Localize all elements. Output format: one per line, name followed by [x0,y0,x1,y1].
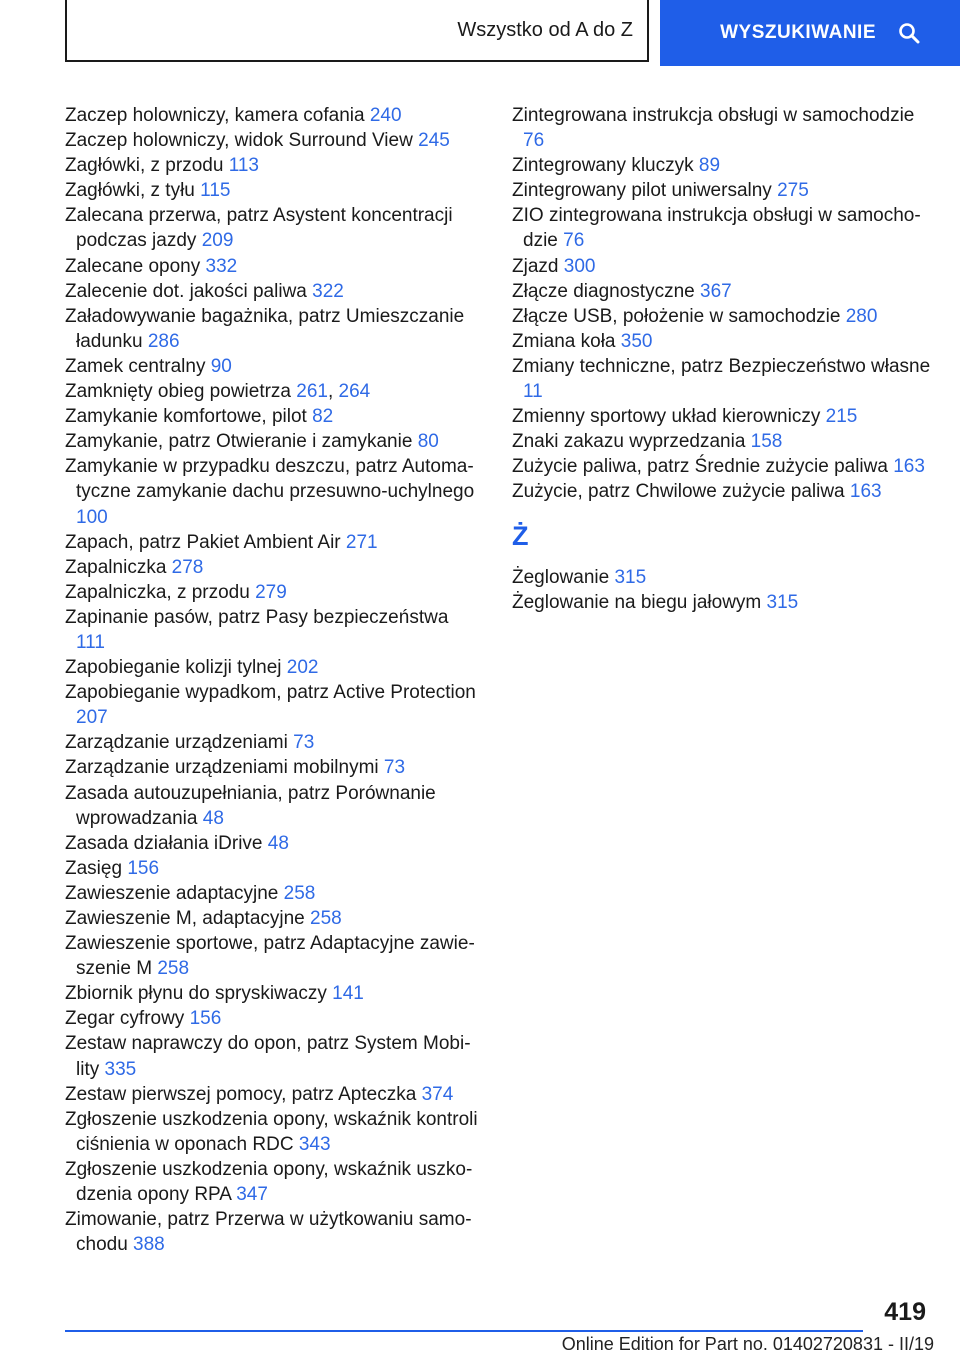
index-entry [65,580,480,605]
index-entry-text: Zasada działania iDrive [65,832,268,854]
page-link[interactable]: 80 [417,431,439,453]
section-tab-label: Wszystko od A do Z [457,18,633,41]
index-entry [65,254,480,279]
index-entry [65,605,480,655]
page-link[interactable]: 73 [383,757,406,779]
page-link[interactable]: 280 [845,305,878,327]
page-link[interactable]: 73 [293,732,315,754]
index-entry [512,454,932,479]
index-entry [65,981,480,1006]
page-link[interactable]: 261 [296,381,328,403]
index-entry-text: Zawieszenie adaptacyjne [65,882,284,904]
section-tab[interactable] [65,0,649,62]
page-link[interactable]: 82 [312,406,334,428]
page-link[interactable]: 48 [202,807,224,829]
page-link[interactable]: 111 [76,631,105,653]
index-entry [512,304,932,329]
page-link[interactable]: 207 [76,707,108,729]
index-entry-text: Zapalniczka [65,556,172,578]
index-entry-text: Zalecane opony [65,255,206,277]
index-entry-text: Zasięg [65,857,128,879]
index-entry [65,429,480,454]
index-entry-text: Zasada autouzupełniania, patrz Porównanie wprowadzania [65,782,436,829]
page-link[interactable]: 258 [157,958,190,980]
index-entry [65,454,480,529]
index-entry [65,153,480,178]
page-link[interactable]: 275 [777,180,809,202]
index-entry [65,178,480,203]
index-entry [512,354,932,404]
page-link[interactable]: 113 [228,155,259,177]
page-link[interactable]: 367 [700,280,732,302]
page-link[interactable]: 315 [614,566,647,588]
index-entry-text: Złącze USB, położenie w samochodzie [512,305,846,327]
index-entry-text: Zjazd [512,255,564,277]
page-link[interactable]: 322 [312,280,344,302]
index-entry [512,590,932,615]
page-link[interactable]: 11 [523,381,543,403]
index-entry [65,655,480,680]
index-entry: Zamknięty obieg powietrza 261, 264 [65,381,371,403]
index-entry [65,203,480,253]
index-entry [65,128,480,153]
index-entry [65,730,480,755]
index-entry [65,881,480,906]
index-entry-text: Zapobieganie kolizji tylnej [65,657,287,679]
index-entry-text: Zamek centralny [65,355,211,377]
page-link[interactable]: 347 [236,1184,268,1206]
search-button[interactable] [660,0,960,66]
index-entry [65,555,480,580]
page-link[interactable]: 156 [189,1008,222,1030]
index-entry-text: Zawieszenie M, adaptacyjne [65,908,311,929]
footer-divider [65,1330,863,1332]
index-entry-text: Zegar cyfrowy [65,1008,190,1030]
index-entry-text: ZIO zintegrowana instrukcja obsługi w samochodzie [512,205,921,252]
page-number: 419 [884,1298,926,1326]
page-link[interactable]: 332 [205,255,238,277]
index-entry [65,1082,480,1107]
page-link[interactable]: 202 [286,657,319,679]
index-entry [65,1207,480,1257]
page-link[interactable]: 271 [345,531,378,553]
page-link[interactable]: 76 [523,130,545,152]
index-entry-text: Zapach, patrz Pakiet Ambient Air [65,531,346,553]
index-entry [65,1006,480,1031]
index-entry [512,404,932,429]
search-button-label: WYSZUKIWANIE [720,22,876,43]
page-link[interactable]: 163 [893,456,925,478]
page-link[interactable]: 115 [200,180,231,202]
index-entry [65,103,480,128]
search-icon [898,22,920,44]
page-link[interactable]: 350 [620,330,653,352]
index-entry-text: Zużycie, patrz Chwilowe zużycie paliwa [512,481,850,503]
index-entry [512,153,932,178]
index-entry [65,1031,480,1081]
page-link[interactable]: 264 [338,381,371,403]
index-entry [512,565,932,590]
index-entry-text: Zgłoszenie uszkodzenia opony, wskaźnik kontroli ciśnienia w oponach RDC [65,1108,478,1155]
index-entry [65,906,480,931]
page-link[interactable]: 215 [825,406,858,428]
index-entry-text: Zamykanie w przypadku deszczu, patrz Automatyczne zamykanie dachu przesuwno-uchylnego [65,456,475,503]
page-link[interactable]: 76 [563,230,585,252]
page-link[interactable]: 278 [171,556,204,578]
index-entry-text: Zamykanie, patrz Otwieranie i zamykanie [65,431,418,453]
index-entry [65,931,480,981]
index-entry [65,354,480,379]
index-entry-text: Zamykanie komfortowe, pilot [65,406,313,428]
index-entry-text: Zapobieganie wypadkom, patrz Active Protection [65,682,476,704]
index-entry [65,755,480,780]
page-link[interactable]: 258 [310,908,342,929]
index-entry-text: Żeglowanie [512,566,615,588]
page-link[interactable]: 258 [283,882,316,904]
page-link[interactable]: 48 [267,832,289,854]
page-link[interactable]: 158 [750,431,783,453]
index-entry-text: Zaczep holowniczy, widok Surround View [65,130,419,152]
index-entry-text: Zintegrowana instrukcja obsługi w samochodzie [512,105,915,126]
page-link[interactable]: 209 [201,230,234,252]
index-entry-text: Zaczep holowniczy, kamera cofania [65,105,370,126]
index-entry-text: Zalecenie dot. jakości paliwa [65,280,313,302]
index-entry [65,831,480,856]
page-link[interactable]: 240 [369,105,402,126]
index-entry-text: Żeglowanie na biegu jałowym [512,591,767,613]
index-entry [512,429,932,454]
index-list-section [512,565,932,615]
index-entry-text: Zmienny sportowy układ kierowniczy [512,406,826,428]
index-entry-text: Zmiana koła [512,330,621,352]
index-entry-text: Zapalniczka, z przodu [65,581,256,603]
index-entry [65,856,480,881]
page-link[interactable]: 156 [127,857,160,879]
index-entry-text: Zalecana przerwa, patrz Asystent koncentracji podczas jazdy [65,205,453,252]
index-entry [512,254,932,279]
index-entry [65,680,480,730]
index-entry-text: Zagłówki, z tyłu [65,180,201,202]
index-entry [512,479,932,504]
page-link[interactable]: 279 [255,581,287,603]
page-link[interactable]: 335 [104,1058,137,1080]
index-entry-text: Zestaw naprawczy do opon, patrz System Mobility [65,1033,471,1080]
index-entry-text: Zawieszenie sportowe, patrz Adaptacyjne zawieszenie M [65,933,475,980]
footer-edition: Online Edition for Part no. 01402720831 - II/19 [561,1334,934,1354]
index-entry [65,1157,480,1207]
page-link[interactable]: 89 [698,155,721,177]
index-entry [65,404,480,429]
page-link[interactable]: 388 [133,1234,165,1256]
index-entry-text: Zimowanie, patrz Przerwa w użytkowaniu samochodu [65,1209,472,1256]
page-link[interactable]: 90 [210,355,232,377]
index-entry [65,279,480,304]
index-entry-text: Zarządzanie urządzeniami mobilnymi [65,757,384,779]
page-link[interactable]: 300 [563,255,596,277]
page-link[interactable]: 315 [766,591,799,613]
index-column-left [65,103,480,1257]
index-entry [65,1107,480,1157]
index-entry-text: Zestaw pierwszej pomocy, patrz Apteczka [65,1083,422,1105]
index-list-right [512,103,932,505]
page-link[interactable]: 286 [147,330,180,352]
page-link[interactable]: 245 [418,130,450,152]
index-entry-text: Znaki zakazu wyprzedzania [512,431,751,453]
index-entry-text: Załadowywanie bagażnika, patrz Umieszczanie ładunku [65,305,465,352]
section-letter: Ż [512,520,529,551]
index-entry-text: Zapinanie pasów, patrz Pasy bezpieczeństwa [65,606,449,628]
page-link[interactable]: 141 [332,983,364,1005]
index-entry-text: Zarządzanie urządzeniami [65,732,294,754]
page-link[interactable]: 374 [421,1083,454,1105]
index-entry-text: Zamknięty obieg powietrza [65,381,297,403]
page-link[interactable]: 343 [298,1133,331,1155]
index-entry [65,304,480,354]
index-column-right [512,103,932,615]
index-entry-text: Zbiornik płynu do spryskiwaczy [65,983,333,1005]
index-entry-text: Zintegrowany kluczyk [512,155,699,177]
index-entry-text: Złącze diagnostyczne [512,280,700,302]
index-entry-text: Zintegrowany pilot uniwersalny [512,180,778,202]
index-entry [512,178,932,203]
index-entry [512,103,932,153]
index-entry-text: Zagłówki, z przodu [65,155,229,177]
index-entry-text: Zużycie paliwa, patrz Średnie zużycie paliwa [512,456,894,478]
index-entry-text: Zmiany techniczne, patrz Bezpieczeństwo własne [512,355,931,377]
index-entry [512,279,932,304]
index-entry [65,781,480,831]
index-entry [512,203,932,253]
page-link[interactable]: 100 [76,506,108,528]
index-entry-text: Zgłoszenie uszkodzenia opony, wskaźnik uszkodzenia opony RPA [65,1158,473,1206]
index-entry [65,530,480,555]
page-link[interactable]: 163 [849,481,882,503]
index-entry [512,329,932,354]
